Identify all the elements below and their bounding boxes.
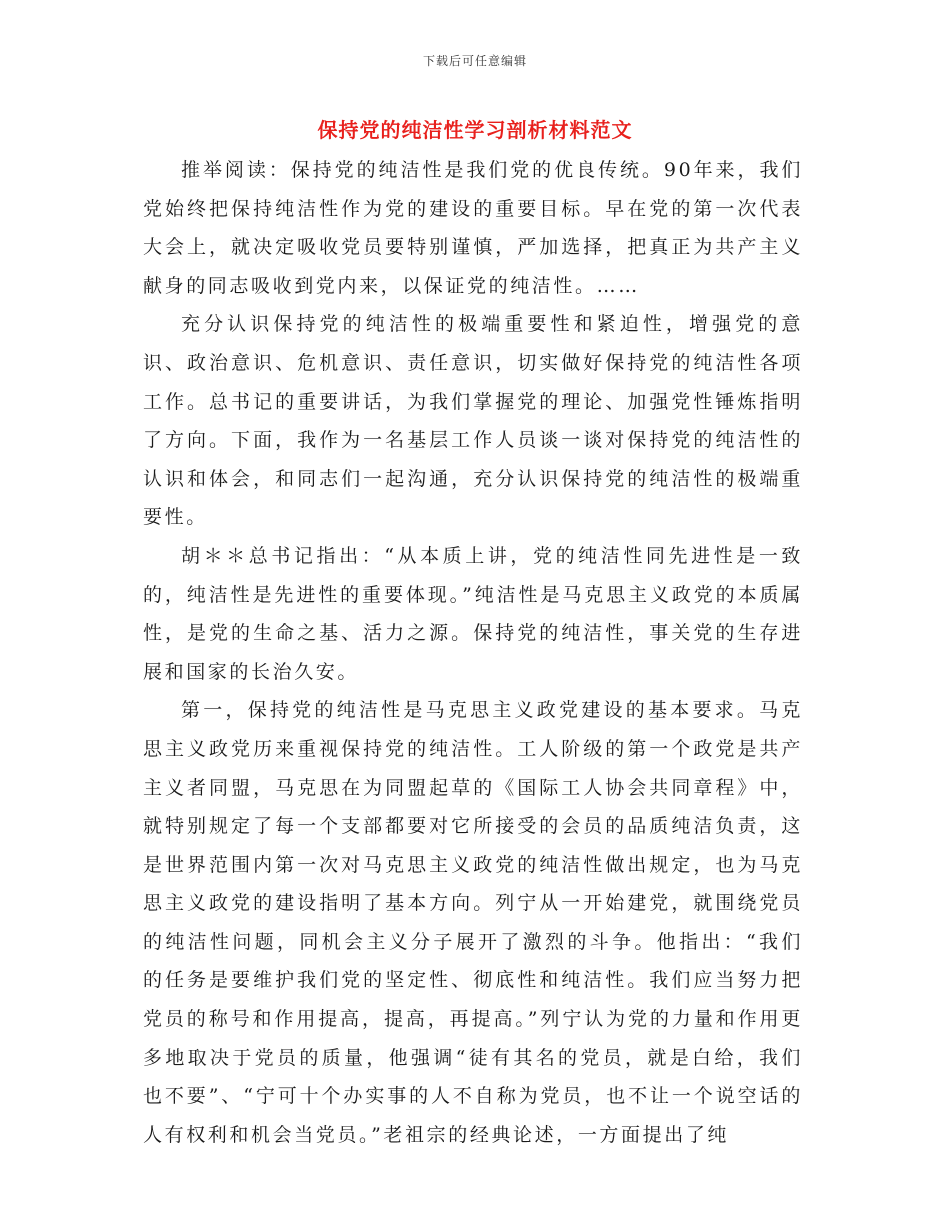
document-body: [143, 151, 803, 1154]
document-title: 保持党的纯洁性学习剖析材料范文: [317, 118, 633, 142]
paragraph-quote: 胡＊＊总书记指出：“从本质上讲，党的纯洁性同先进性是一致的，纯洁性是先进性的重要体现。”纯洁性是马克思主义政党的本质属性，是党的生命之基、活力之源。保持党的纯洁性，事关党的生存进展和国家的长治久安。: [143, 544, 803, 683]
paragraph-intro: 推举阅读：保持党的纯洁性是我们党的优良传统。90年来，我们党始终把保持纯洁性作为党的建设的重要目标。早在党的第一次代表大会上，就决定吸收党员要特别谨慎，严加选择，把真正为共产主义献身的同志吸收到党内来，以保证党的纯洁性。……: [143, 159, 804, 297]
paragraph-first-point: 第一，保持党的纯洁性是马克思主义政党建设的基本要求。马克思主义政党历来重视保持党的纯洁性。工人阶级的第一个政党是共产主义者同盟，马克思在为同盟起草的《国际工人协会共同章程》中，就特别规定了每一个支部都要对它所接受的会员的品质纯洁负责，这是世界范围内第一次对马克思主义政党的纯洁性做出规定，也为马克思主义政党的建设指明了基本方向。列宁从一开始建党，就围绕党员的纯洁性问题，同机会主义分子展开了激烈的斗争。他指出：“我们的任务是要维护我们党的坚定性、彻底性和纯洁性。我们应当努力把党员的称号和作用提高，提高，再提高。”列宁认为党的力量和作用更多地取决于党员的质量，他强调“徒有其名的党员，就是白给，我们也不要”、“宁可十个办实事的人不自称为党员，也不让一个说空话的人有权利和机会当党员。”老祖宗的经典论述，一方面提出了纯: [143, 699, 803, 1146]
paragraph-understanding: 充分认识保持党的纯洁性的极端重要性和紧迫性，增强党的意识、政治意识、危机意识、责任意识，切实做好保持党的纯洁性各项工作。总书记的重要讲话，为我们掌握党的理论、加强党性锤炼指明了方向。下面，我作为一名基层工作人员谈一谈对保持党的纯洁性的认识和体会，和同志们一起沟通，充分认识保持党的纯洁性的极端重要性。: [143, 313, 803, 529]
header-note: 下载后可任意编辑: [422, 54, 527, 68]
